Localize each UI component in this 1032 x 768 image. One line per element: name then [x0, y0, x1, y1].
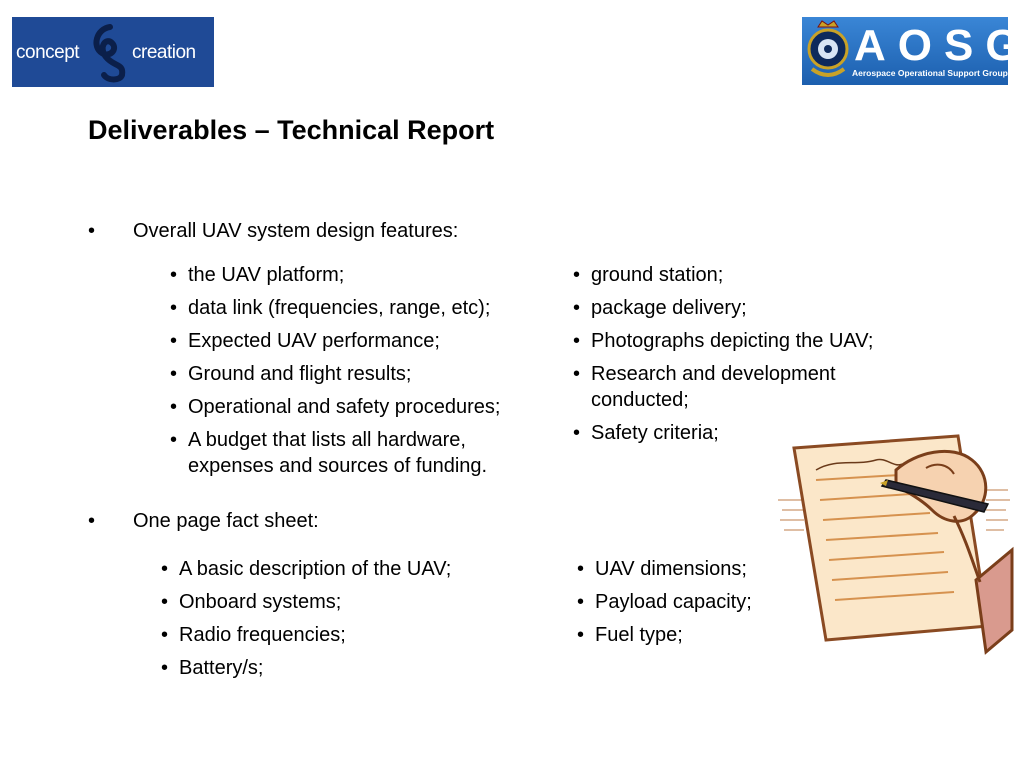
- design-features-right-list: [573, 262, 933, 453]
- logo-swirl-icon: [88, 23, 132, 83]
- list-item: • UAV dimensions;: [577, 556, 797, 582]
- page-title: Deliverables – Technical Report: [88, 115, 495, 145]
- list-item: • Payload capacity;: [577, 589, 797, 615]
- design-features-left-list: [170, 262, 550, 486]
- aosg-logo: [802, 17, 1032, 85]
- list-item: • package delivery;: [573, 295, 933, 321]
- fact-sheet-right-list: [577, 556, 797, 655]
- list-item: • Battery/s;: [161, 655, 541, 681]
- list-item: • Onboard systems;: [161, 589, 541, 615]
- list-item: • Fuel type;: [577, 622, 797, 648]
- logo-word-creation: creation: [132, 42, 196, 63]
- list-item: • Operational and safety procedures;: [170, 394, 550, 420]
- hand-writing-clipart-icon: [776, 430, 1012, 660]
- list-item: • ground station;: [573, 262, 933, 288]
- section-heading: Overall UAV system design features:: [133, 220, 459, 242]
- list-item: • data link (frequencies, range, etc);: [170, 295, 550, 321]
- list-item: • Photographs depicting the UAV;: [573, 328, 933, 354]
- fact-sheet-left-list: [161, 556, 541, 688]
- concept-creation-logo: [12, 17, 214, 87]
- logo-word-concept: concept: [16, 42, 80, 63]
- list-item: • Expected UAV performance;: [170, 328, 550, 354]
- list-item: • Ground and flight results;: [170, 361, 550, 387]
- list-item: • Safety criteria;: [573, 420, 933, 446]
- list-item: • A budget that lists all hardware, expenses and sources of funding.: [170, 427, 528, 479]
- list-item: • the UAV platform;: [170, 262, 550, 288]
- list-item: • Radio frequencies;: [161, 622, 541, 648]
- list-item: • Research and development conducted;: [573, 361, 881, 413]
- section-heading: One page fact sheet:: [133, 510, 319, 532]
- list-item: • A basic description of the UAV;: [161, 556, 541, 582]
- raaf-badge-icon: [806, 19, 850, 83]
- aosg-subtitle: Aerospace Operational Support Group: [852, 68, 1008, 78]
- section-bullet: •: [88, 220, 96, 242]
- section-bullet: •: [88, 510, 96, 532]
- aosg-letters: AOSG: [854, 21, 1032, 70]
